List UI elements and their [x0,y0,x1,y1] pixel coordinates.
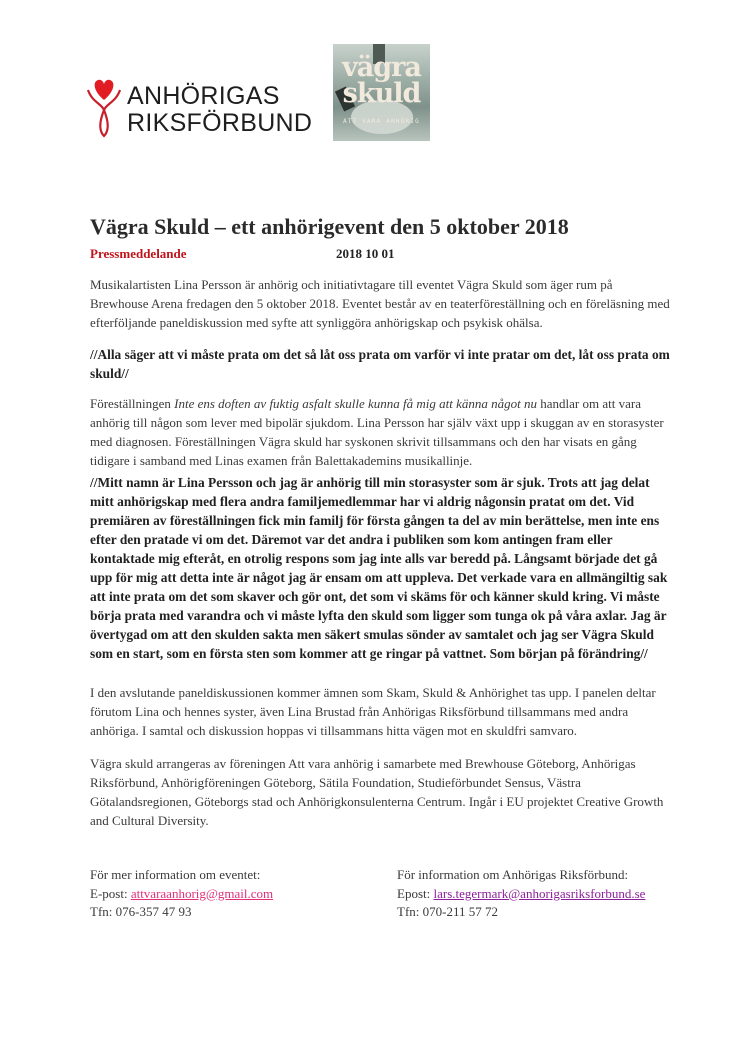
organizers-paragraph: Vägra skuld arrangeras av föreningen Att vara anhörig i samarbete med Brewhouse Göteborg, Anhörigas Riksförbund, Anhörigföreningen Göteborg, Sätila Foundation, Studieförbundet Sensus, Västra Götalandsregionen, Göteborgs stad och Anhörigkonsulenterna Centrum. Ingår i EU projektet Creative Growth and Cultural Diversity. [90,756,664,828]
release-date: 2018 10 01 [336,246,395,261]
play-text-pre: Föreställningen [90,396,175,411]
play-description-paragraph [90,394,670,470]
page-title: Vägra Skuld – ett anhörigevent den 5 oktober 2018 [90,214,569,239]
anhorigas-riksforbund-logo [86,76,313,140]
quote-paragraph: //Alla säger att vi måste prata om det så låt oss prata om varför vi inte pratar om det, låt oss prata om skuld// [90,347,670,381]
event-logo-tagline: ATT VARA ANHÖRIG [343,118,420,125]
org-name-line1: ANHÖRIGAS [127,82,280,110]
org-name-line2: RIKSFÖRBUND [127,109,313,137]
event-logo-line1: vägra [342,52,421,83]
event-email-row [90,885,273,904]
event-contact-block [90,866,273,922]
play-title: Inte ens doften av fuktig asfalt skulle kunna få mig att känna något nu [174,396,538,411]
vagra-skuld-logo [333,44,430,141]
event-phone: Tfn: 076-357 47 93 [90,904,192,919]
play-text-post: handlar om att vara anhörig till någon som lever med bipolär sjukdom. Lina Persson har själv växt upp i skuggan av en storasyster med diagnosen. Föreställningen Vägra skuld har syskonen skrivit tillsammans och den har visats en gång tidigare i samband med Linas examen från Balettakademins musikallinje. [90,396,664,468]
intro-paragraph: Musikalartisten Lina Persson är anhörig och initiativtagare till eventet Vägra Skuld som äger rum på Brewhouse Arena fredagen den 5 oktober 2018. Eventet består av en teaterföreställning och en föreläsning med efterföljande paneldiskussion med syfte att synliggöra anhörigskap och psykisk ohälsa. [90,277,670,330]
event-email-link[interactable]: attvaraanhorig@gmail.com [130,885,274,901]
org-contact-heading: För information om Anhörigas Riksförbund: [397,867,629,882]
event-contact-heading: För mer information om eventet: [90,867,261,882]
org-email-link[interactable]: lars.tegermark@anhorigasriksforbund.se [433,885,646,901]
press-release-label: Pressmeddelande [90,246,187,261]
org-contact-block [397,866,645,922]
personal-statement-paragraph: //Mitt namn är Lina Persson och jag är anhörig till min storasyster som är sjuk. Trots att jag delat mitt anhörigskap med flera andra familjemedlemmar har vi aldrig någonsin pratat om det. Vid premiären av föreställningen fick min familj för första gången ta del av min berättelse, men inte ens efter den pratade vi om det. Däremot var det andra i publiken som kom antingen fram eller kontaktade mig efteråt, en otrolig respons som jag inte alls var beredd på. Långsamt började det gå upp för mig att detta inte är något jag är ensam om att uppleva. Det verkade vara en allmängiltig sak att inte prata om det som skaver och gör ont, det som vi skäms för och känner skuld kring. Vi måste börja prata med varandra och vi måste lyfta den skuld som ligger som tunga ok på våra axlar. Jag är övertygad om att den skulden sakta men säkert smulas sönder av samtalet och jag ser Vägra Skuld som en start, som en första sten som kommer att ge ringar på vattnet. Som början på förändring// [90,475,668,661]
org-email-row [397,885,645,904]
event-email-label: E-post: [90,885,131,901]
panel-discussion-paragraph: I den avslutande paneldiskussionen kommer ämnen som Skam, Skuld & Anhörighet tas upp. I panelen deltar förutom Lina och hennes syster, även Lina Brustad från Anhörigas Riksförbund tillsammans med andra anhöriga. I samtal och diskussion hoppas vi tillsammans hitta vägen mot en skuldfri samvaro. [90,685,656,738]
org-phone: Tfn: 070-211 57 72 [397,904,498,919]
event-logo-line2: skuld [342,78,421,109]
org-email-label: Epost: [397,885,434,901]
heart-figure-icon [86,76,122,140]
